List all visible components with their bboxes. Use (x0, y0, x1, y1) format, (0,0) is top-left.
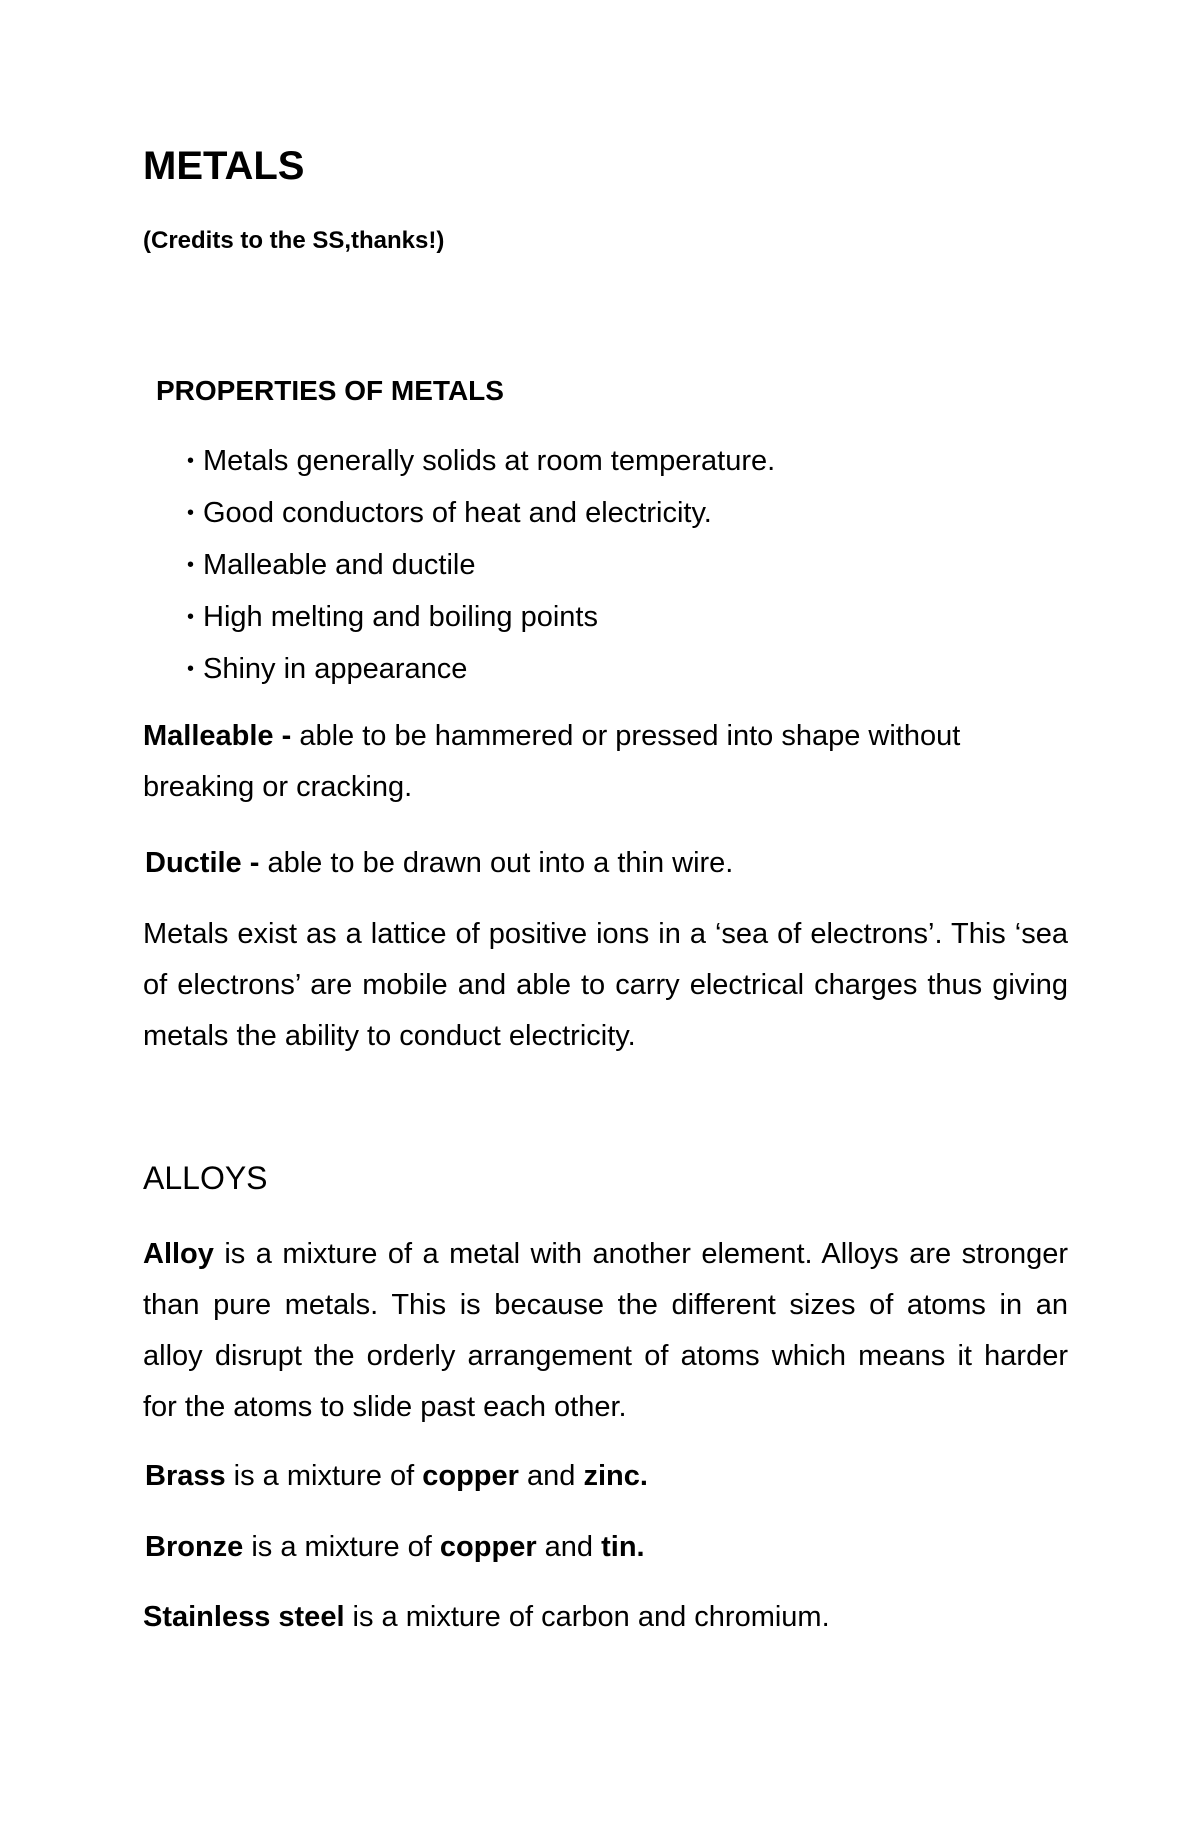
malleable-text: able to be hammered or pressed into shape without breaking or cracking. (143, 720, 961, 803)
alloys-heading: ALLOYS (143, 1160, 268, 1196)
bronze-mid: is a mixture of (243, 1531, 440, 1563)
alloy-definition (143, 1229, 1068, 1433)
sea-of-electrons-paragraph: Metals exist as a lattice of positive ions in a ‘sea of electrons’. This ‘sea of electrons’ are mobile and able to carry electrical charges thus giving metals the ability to conduct electricity. (143, 918, 1068, 1052)
stainless-text: is a mixture of carbon and chromium. (344, 1601, 830, 1633)
bullet-icon: • (187, 606, 195, 628)
stainless-definition (143, 1592, 1068, 1643)
property-text: Malleable and ductile (203, 549, 476, 581)
malleable-definition (143, 711, 1068, 813)
brass-term: Brass (145, 1460, 226, 1492)
property-text: High melting and boiling points (203, 601, 598, 633)
brass-mid: is a mixture of (225, 1460, 423, 1492)
bronze-definition (145, 1522, 1070, 1573)
bullet-icon: • (187, 450, 195, 472)
ductile-term: Ductile - (145, 847, 260, 879)
ductile-definition (145, 838, 1070, 889)
alloy-text: is a mixture of a metal with another element. Alloys are stronger than pure metals. This is because the different sizes of atoms in an alloy disrupt the orderly arrangement of atoms which means it harder for the atoms to slide past each other. (143, 1238, 1068, 1423)
property-text: Metals generally solids at room temperature. (203, 445, 776, 477)
list-item (187, 649, 775, 701)
bullet-icon: • (187, 554, 195, 576)
bronze-first: copper (439, 1531, 537, 1563)
bullet-icon: • (187, 502, 195, 524)
properties-list (187, 441, 775, 701)
malleable-term: Malleable - (143, 720, 292, 752)
brass-first: copper (422, 1460, 519, 1492)
brass-and: and (518, 1460, 584, 1492)
properties-heading: PROPERTIES OF METALS (156, 375, 504, 406)
stainless-term: Stainless steel (143, 1601, 345, 1633)
ductile-text: able to be drawn out into a thin wire. (259, 847, 734, 879)
page-title: METALS (143, 144, 305, 188)
property-text: Good conductors of heat and electricity. (203, 497, 712, 529)
list-item (187, 545, 775, 597)
brass-second: zinc. (583, 1460, 648, 1492)
bronze-and: and (536, 1531, 602, 1563)
list-item (187, 597, 775, 649)
list-item (187, 441, 775, 493)
bullet-icon: • (187, 658, 195, 680)
property-text: Shiny in appearance (203, 653, 468, 685)
credits-note: (Credits to the SS,thanks!) (143, 227, 445, 254)
list-item (187, 493, 775, 545)
bronze-term: Bronze (145, 1531, 244, 1563)
brass-definition (145, 1451, 1070, 1502)
bronze-second: tin. (601, 1531, 645, 1563)
alloy-term: Alloy (143, 1238, 214, 1270)
